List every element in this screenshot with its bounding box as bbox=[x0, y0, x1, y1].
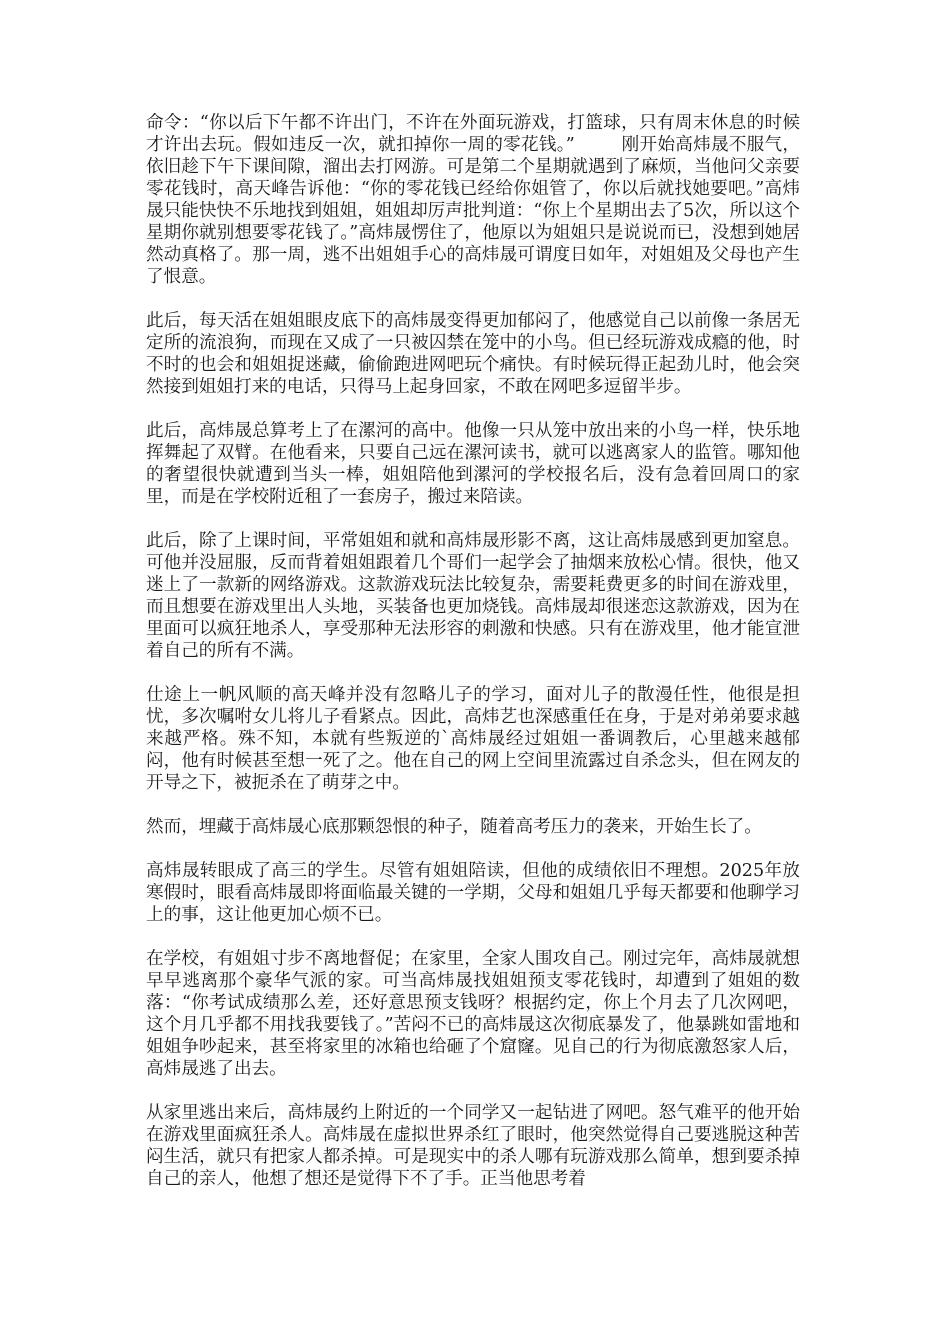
paragraph-8: 在学校，有姐姐寸步不离地督促；在家里，全家人围攻自己。刚过完年，高炜晟就想早早逃离那个豪华气派的家。可当高炜晟找姐姐预支零花钱时，却遭到了姐姐的数落：“你考试成绩那么差，还好意思预支钱呀？根据约定，你上个月去了几次网吧，这个月几乎都不用找我要钱了。”苦闷不已的高炜晟这次彻底暴发了，他暴跳如雷地和姐姐争吵起来，甚至将家里的冰箱也给砸了个窟窿。见自己的行为彻底激怒家人后，高炜晟逃了出去。 bbox=[146, 949, 800, 1079]
paragraph-6: 然而，埋藏于高炜晟心底那颗怨恨的种子，随着高考压力的袭来，开始生长了。 bbox=[146, 817, 762, 837]
paragraph-9: 从家里逃出来后，高炜晟约上附近的一个同学又一起钻进了网吧。怒气难平的他开始在游戏里面疯狂杀人。高炜晟在虚拟世界杀红了眼时，他突然觉得自己要逃脱这种苦闷生活，就只有把家人都杀掉。可是现实中的杀人哪有玩游戏那么简单，想到要杀掉自己的亲人，他想了想还是觉得下不了手。正当他思考着 bbox=[146, 1103, 800, 1189]
document-body bbox=[146, 112, 800, 1212]
paragraph-7: 高炜晟转眼成了高三的学生。尽管有姐姐陪读，但他的成绩依旧不理想。2025年放寒假时，眼看高炜晟即将面临最关键的一学期，父母和姐姐几乎每天都要和他聊学习上的事，这让他更加心烦不已。 bbox=[146, 861, 800, 925]
paragraph-5: 仕途上一帆风顺的高天峰并没有忽略儿子的学习，面对儿子的散漫任性，他很是担忧，多次嘱咐女儿将儿子看紧点。因此，高炜艺也深感重任在身，于是对弟弟要求越来越严格。殊不知，本就有些叛逆的`高炜晟经过姐姐一番调教后，心里越来越郁闷，他有时候甚至想一死了之。他在自己的网上空间里流露过自杀念头，但在网友的开导之下，被扼杀在了萌芽之中。 bbox=[146, 685, 800, 793]
paragraph-2: 此后，每天活在姐姐眼皮底下的高炜晟变得更加郁闷了，他感觉自己以前像一条居无定所的流浪狗，而现在又成了一只被囚禁在笼中的小鸟。但已经玩游戏成瘾的他，时不时的也会和姐姐捉迷藏，偷偷跑进网吧玩个痛快。有时候玩得正起劲儿时，他会突然接到姐姐打来的电话，只得马上起身回家，不敢在网吧多逗留半步。 bbox=[146, 311, 800, 397]
paragraph-4: 此后，除了上课时间，平常姐姐和就和高炜晟形影不离，这让高炜晟感到更加窒息。可他并没屈服，反而背着姐姐跟着几个哥们一起学会了抽烟来放松心情。很快，他又迷上了一款新的网络游戏。这款游戏玩法比较复杂，需要耗费更多的时间在游戏里，而且想要在游戏里出人头地，买装备也更加烧钱。高炜晟却很迷恋这款游戏，因为在里面可以疯狂地杀人，享受那种无法形容的刺激和快感。只有在游戏里，他才能宣泄着自己的所有不满。 bbox=[146, 531, 800, 661]
paragraph-3: 此后，高炜晟总算考上了在漯河的高中。他像一只从笼中放出来的小鸟一样，快乐地挥舞起了双臂。在他看来，只要自己远在漯河读书，就可以逃离家人的监管。哪知他的奢望很快就遭到当头一棒，姐姐陪他到漯河的学校报名后，没有急着回周口的家里，而是在学校附近租了一套房子，搬过来陪读。 bbox=[146, 421, 800, 507]
paragraph-1: 命令：“你以后下午都不许出门，不许在外面玩游戏，打篮球，只有周末休息的时候才许出去玩。假如违反一次，就扣掉你一周的零花钱。” 刚开始高炜晟不服气，依旧趁下午下课间隙，溜出去打网游。可是第二个星期就遇到了麻烦，当他问父亲要零花钱时，高天峰告诉他：“你的零花钱已经给你姐管了，你以后就找她要吧。”高炜晟只能快快不乐地找到姐姐，姐姐却厉声批判道：“你上个星期出去了5次，所以这个星期你就别想要零花钱了。”高炜晟愣住了，他原以为姐姐只是说说而已，没想到她居然动真格了。那一周，逃不出姐姐手心的高炜晟可谓度日如年，对姐姐及父母也产生了恨意。 bbox=[146, 113, 800, 287]
